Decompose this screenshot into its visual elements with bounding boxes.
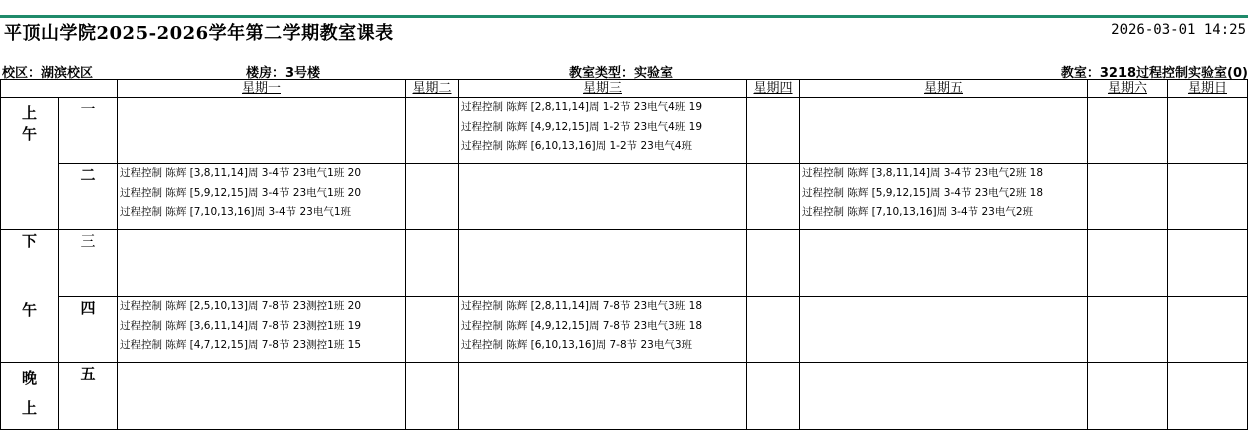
cell-mon: [118, 164, 406, 230]
morning-char-1: 上: [21, 104, 37, 122]
period-number: 四: [59, 297, 118, 363]
page-title: 平顶山学院2025-2026学年第二学期教室课表: [4, 23, 394, 44]
cell-sat: [1088, 297, 1168, 363]
cell-sun: [1168, 363, 1248, 430]
cell-mon: [118, 98, 406, 164]
course-entry: 过程控制 陈辉 [2,8,11,14]周 7-8节 23电气3班 18: [461, 300, 703, 312]
morning-char-2: 午: [21, 125, 37, 143]
cell-sun: [1168, 230, 1248, 297]
cell-fri: [800, 230, 1088, 297]
course-entry: 过程控制 陈辉 [7,10,13,16]周 3-4节 23电气1班: [120, 206, 352, 218]
cell-sun: [1168, 98, 1248, 164]
period-row: [1, 297, 1248, 363]
period-number: 一: [59, 98, 118, 164]
period-row: [1, 363, 1248, 430]
cell-fri: [800, 98, 1088, 164]
period-number: 三: [59, 230, 118, 297]
col-header-wed: 星期三: [459, 80, 747, 98]
cell-sat: [1088, 98, 1168, 164]
course-entry: 过程控制 陈辉 [6,10,13,16]周 7-8节 23电气3班: [461, 339, 693, 351]
cell-wed: [459, 98, 747, 164]
afternoon-label-bottom: 午: [1, 297, 59, 363]
cell-fri: [800, 297, 1088, 363]
cell-tue: [406, 297, 459, 363]
course-entry: 过程控制 陈辉 [4,9,12,15]周 1-2节 23电气4班 19: [461, 120, 703, 133]
cell-mon: [118, 230, 406, 297]
cell-wed: [459, 297, 747, 363]
course-entry: 过程控制 陈辉 [6,10,13,16]周 1-2节 23电气4班: [461, 140, 693, 152]
period-number: 二: [59, 164, 118, 230]
cell-fri: [800, 363, 1088, 430]
cell-thu: [747, 363, 800, 430]
period-row: [1, 98, 1248, 164]
cell-wed: [459, 164, 747, 230]
room-type-label: 教室类型：实验室: [569, 66, 674, 81]
room-label: 教室：3218过程控制实验室(0): [1060, 66, 1248, 81]
cell-sun: [1168, 164, 1248, 230]
campus-label: 校区：湖滨校区: [2, 66, 94, 81]
print-datetime: 2026-03-01 14:25: [1111, 22, 1246, 38]
cell-fri: [800, 164, 1088, 230]
cell-sat: [1088, 363, 1168, 430]
course-entry: 过程控制 陈辉 [3,8,11,14]周 3-4节 23电气2班 18: [802, 167, 1044, 179]
col-header-sun: 星期日: [1168, 80, 1248, 98]
timetable: [0, 79, 1248, 430]
course-entry: 过程控制 陈辉 [4,7,12,15]周 7-8节 23测控1班 15: [120, 339, 362, 351]
cell-sat: [1088, 164, 1168, 230]
course-entry: 过程控制 陈辉 [5,9,12,15]周 3-4节 23电气1班 20: [120, 186, 362, 199]
cell-thu: [747, 297, 800, 363]
course-entry: 过程控制 陈辉 [7,10,13,16]周 3-4节 23电气2班: [802, 206, 1034, 218]
cell-tue: [406, 363, 459, 430]
cell-thu: [747, 98, 800, 164]
evening-char-2: 上: [21, 399, 37, 417]
corner-cell: [1, 80, 118, 98]
course-entry: 过程控制 陈辉 [2,5,10,13]周 7-8节 23测控1班 20: [120, 300, 362, 312]
col-header-sat: 星期六: [1088, 80, 1168, 98]
period-number: 五: [59, 363, 118, 430]
cell-thu: [747, 164, 800, 230]
cell-tue: [406, 230, 459, 297]
course-entry: 过程控制 陈辉 [4,9,12,15]周 7-8节 23电气3班 18: [461, 319, 703, 332]
cell-mon: [118, 297, 406, 363]
morning-label: [1, 98, 59, 230]
cell-thu: [747, 230, 800, 297]
cell-wed: [459, 230, 747, 297]
cell-tue: [406, 98, 459, 164]
col-header-mon: 星期一: [118, 80, 406, 98]
evening-label: [1, 363, 59, 430]
cell-mon: [118, 363, 406, 430]
period-row: [1, 230, 1248, 297]
evening-char-1: 晚: [21, 369, 37, 387]
col-header-thu: 星期四: [747, 80, 800, 98]
building-label: 楼房：3号楼: [246, 66, 321, 81]
cell-tue: [406, 164, 459, 230]
course-entry: 过程控制 陈辉 [2,8,11,14]周 1-2节 23电气4班 19: [461, 101, 703, 113]
course-entry: 过程控制 陈辉 [3,8,11,14]周 3-4节 23电气1班 20: [120, 167, 362, 179]
cell-wed: [459, 363, 747, 430]
col-header-tue: 星期二: [406, 80, 459, 98]
top-accent-line: [0, 15, 1248, 18]
course-entry: 过程控制 陈辉 [3,6,11,14]周 7-8节 23测控1班 19: [120, 319, 362, 332]
header-row: [1, 80, 1248, 98]
course-entry: 过程控制 陈辉 [5,9,12,15]周 3-4节 23电气2班 18: [802, 186, 1044, 199]
period-row: [1, 164, 1248, 230]
cell-sun: [1168, 297, 1248, 363]
afternoon-label-top: 下: [1, 230, 59, 297]
col-header-fri: 星期五: [800, 80, 1088, 98]
cell-sat: [1088, 230, 1168, 297]
